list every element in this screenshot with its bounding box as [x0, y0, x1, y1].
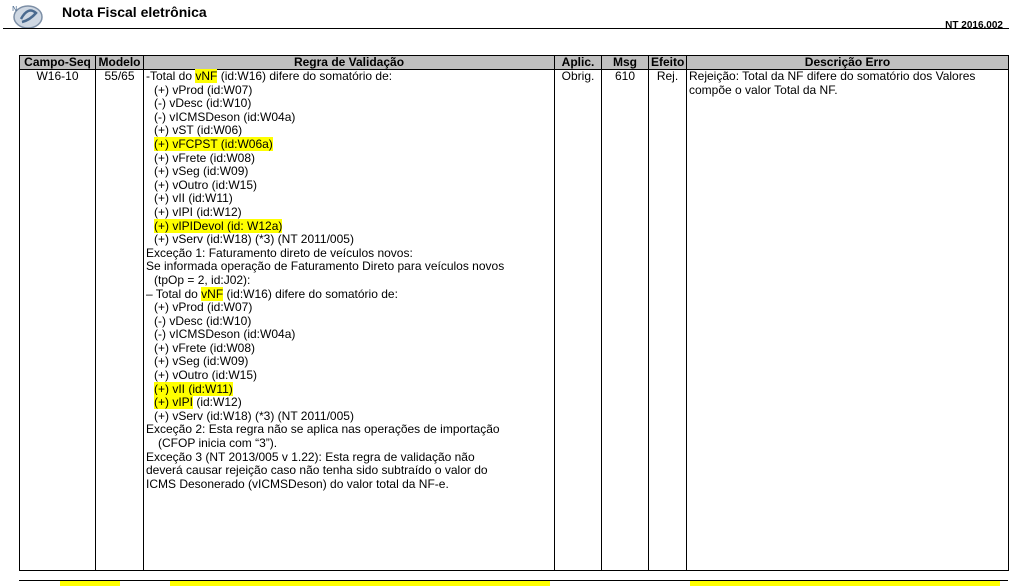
rule-line: (+) vFrete (id:W08): [154, 340, 256, 355]
highlight-vipi: (+) vIPI: [154, 395, 194, 410]
col-campo-seq: Campo-Seq: [20, 56, 96, 70]
highlight-vfcpst: (+) vFCPST (id:W06a): [154, 136, 273, 151]
rule-line: (+) vOutro (id:W15): [154, 177, 258, 192]
nfe-logo: [8, 2, 48, 30]
table-header-row: [20, 56, 1009, 70]
rule-line: Exceção 3 (NT 2013/005 v 1.22): Esta regra de validação não: [146, 449, 475, 464]
cell-efeito: Rej.: [649, 70, 687, 571]
rule-line: (+) vST (id:W06): [154, 123, 243, 138]
rule-line: (+) vII (id:W11): [154, 191, 233, 206]
highlight-vnf: vNF: [201, 286, 224, 301]
svg-text:N: N: [12, 5, 18, 13]
rule-line: (+) vFrete (id:W08): [154, 150, 256, 165]
cell-regra: [144, 70, 555, 571]
rule-line: (+) vIPI (id:W12): [154, 204, 242, 219]
rule-line: (-) vICMSDeson (id:W04a): [154, 327, 296, 342]
cell-descricao: Rejeição: Total da NF difere do somatório dos Valores compõe o valor Total da NF.: [687, 70, 1009, 571]
rule-line: ICMS Desonerado (vICMSDeson) do valor total da NF-e.: [146, 476, 449, 491]
rule-line: (+) vServ (id:W18) (*3) (NT 2011/005): [154, 232, 354, 247]
cell-modelo: 55/65: [96, 70, 144, 571]
next-row-highlight: [60, 581, 120, 586]
cell-msg: 610: [602, 70, 649, 571]
rule-line: Exceção 1: Faturamento direto de veículos novos:: [146, 245, 413, 260]
cell-aplic: Obrig.: [555, 70, 602, 571]
rule-line: (-) vICMSDeson (id:W04a): [154, 109, 296, 124]
highlight-vii: (+) vII (id:W11): [154, 381, 233, 396]
highlight-vipidevol: (+) vIPIDevol (id: W12a): [154, 218, 283, 233]
validation-table: [19, 55, 1009, 571]
highlight-vnf: vNF: [195, 69, 218, 83]
col-descricao: Descrição Erro: [687, 56, 1009, 70]
col-aplic: Aplic.: [555, 56, 602, 70]
rule-line: (+) vSeg (id:W09): [154, 164, 249, 179]
rule-line: (+) vServ (id:W18) (*3) (NT 2011/005): [154, 408, 354, 423]
rule-line: Exceção 2: Esta regra não se aplica nas operações de importação: [146, 422, 500, 437]
rule-line: (tpOp = 2, id:J02):: [154, 272, 251, 287]
rule-line: Se informada operação de Faturamento Direto para veículos novos: [146, 259, 505, 274]
doc-code: NT 2016.002: [945, 20, 1003, 31]
col-regra: Regra de Validação: [144, 56, 555, 70]
rule-line: – Total do vNF (id:W16) difere do somatório de:: [146, 286, 398, 301]
rule-line: (CFOP inicia com “3”).: [158, 436, 278, 451]
col-msg: Msg: [602, 56, 649, 70]
rule-line: (+) vIPI (id:W12): [154, 395, 242, 410]
rule-line: (-) vDesc (id:W10): [154, 313, 252, 328]
rule-line: (+) vSeg (id:W09): [154, 354, 249, 369]
col-efeito: Efeito: [649, 56, 687, 70]
rule-line: [146, 138, 552, 152]
doc-title: Nota Fiscal eletrônica: [62, 4, 207, 20]
table-row: [20, 70, 1009, 571]
rule-line: (-) vDesc (id:W10): [154, 96, 252, 111]
rule-line: (+) vProd (id:W07): [154, 300, 253, 315]
next-row-highlight: [690, 581, 1000, 586]
header-divider: [3, 28, 1009, 29]
rule-line: (+) vProd (id:W07): [154, 82, 253, 97]
rule-line: (+) vOutro (id:W15): [154, 368, 258, 383]
col-modelo: Modelo: [96, 56, 144, 70]
rule-line: -Total do vNF (id:W16) difere do somatório de:: [146, 69, 393, 83]
cell-campo-seq: W16-10: [20, 70, 96, 571]
rule-line: deverá causar rejeição caso não tenha sido subtraído o valor do: [146, 463, 488, 478]
next-row-highlight: [170, 581, 550, 586]
rule-line: [146, 220, 552, 234]
rule-line: [146, 383, 552, 397]
